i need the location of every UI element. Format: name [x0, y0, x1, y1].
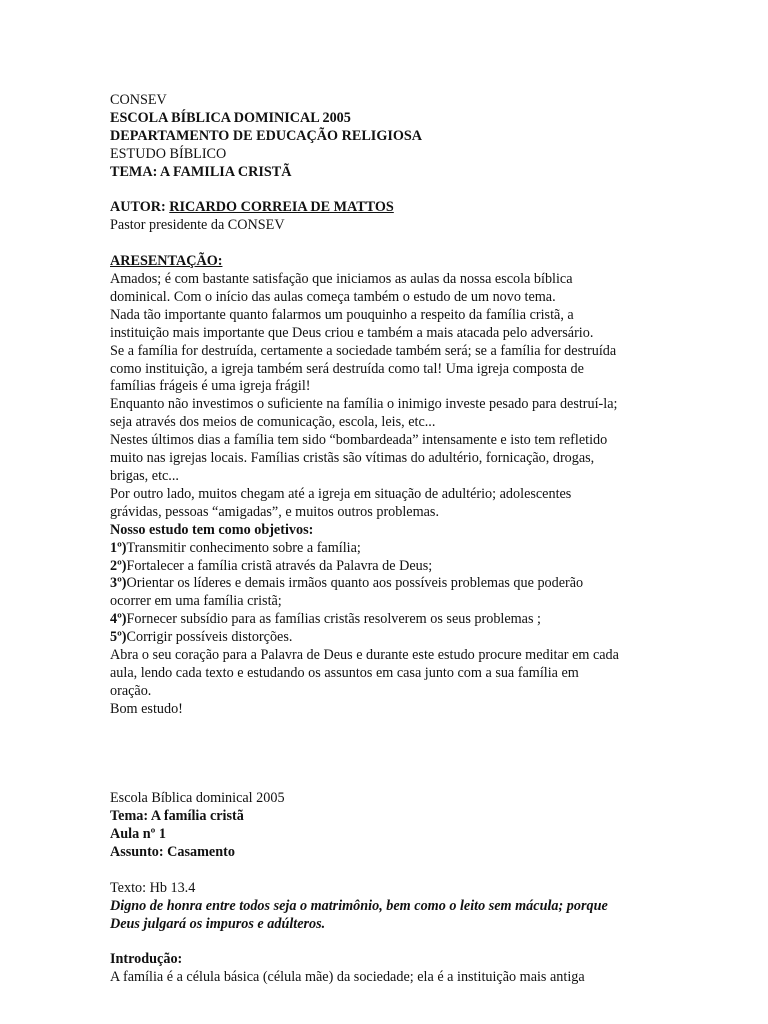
author-label: AUTOR:: [110, 199, 170, 216]
objective-number: 2º): [110, 557, 127, 574]
study-label: ESTUDO BÍBLICO: [110, 145, 227, 162]
author-role: Pastor presidente da CONSEV: [110, 217, 285, 234]
verse-line: Digno de honra entre todos seja o matrimônio, bem como o leito sem mácula; porque: [110, 897, 608, 914]
author-name: RICARDO CORREIA DE MATTOS: [169, 199, 394, 216]
objective-item: [110, 593, 670, 611]
objective-text: Transmitir conhecimento sobre a família;: [126, 539, 361, 556]
school-title: ESCOLA BÍBLICA DOMINICAL 2005: [110, 109, 351, 126]
closing-line: Bom estudo!: [110, 700, 183, 717]
section-break: [110, 719, 670, 791]
paragraph-line: Amados; é com bastante satisfação que iniciamos as aulas da nossa escola bíblica: [110, 271, 573, 288]
objective-text: Fortalecer a família cristã através da Palavra de Deus;: [126, 557, 433, 574]
objective-text: Corrigir possíveis distorções.: [126, 629, 293, 646]
objective-number: 3º): [110, 575, 127, 592]
document-page: [110, 92, 670, 987]
author-line: [110, 199, 670, 217]
objective-number: 1º): [110, 539, 127, 556]
paragraph-line: instituição mais importante que Deus criou e também a mais atacada pelo adversário.: [110, 324, 594, 341]
paragraph-line: como instituição, a igreja também será destruída como tal! Uma igreja composta de: [110, 360, 584, 377]
org-name: CONSEV: [110, 92, 167, 108]
lesson-theme: Tema: A família cristã: [110, 808, 244, 825]
objective-text: ocorrer em uma família cristã;: [110, 593, 282, 610]
objective-number: 5º): [110, 629, 127, 646]
spacer: [110, 934, 670, 952]
paragraph-line: brigas, etc...: [110, 468, 179, 484]
department-title: DEPARTAMENTO DE EDUCAÇÃO RELIGIOSA: [110, 127, 423, 144]
objective-number: 4º): [110, 611, 127, 628]
objective-text: Fornecer subsídio para as famílias cristãs resolverem os seus problemas ;: [126, 611, 541, 628]
closing-line: Abra o seu coração para a Palavra de Deus e durante este estudo procure meditar em cada: [110, 647, 619, 664]
paragraph-line: Nada tão importante quanto falarmos um pouquinho a respeito da família cristã, a: [110, 306, 574, 323]
paragraph-line: Nestes últimos dias a família tem sido “bombardeada” intensamente e isto tem refletido: [110, 432, 608, 449]
lesson-class: Aula nº 1: [110, 826, 166, 843]
closing-line: aula, lendo cada texto e estudando os assuntos em casa junto com a sua família em: [110, 664, 579, 681]
objective-item: [110, 540, 670, 558]
spacer: [110, 862, 670, 880]
paragraph-line: muito nas igrejas locais. Famílias cristãs são vítimas do adultério, fornicação, drogas,: [110, 450, 595, 467]
paragraph-line: Enquanto não investimos o suficiente na família o inimigo investe pesado para destruí-la;: [110, 396, 618, 413]
objective-item: [110, 575, 670, 593]
presentation-heading: ARESENTAÇÃO:: [110, 253, 223, 270]
lesson-school: Escola Bíblica dominical 2005: [110, 790, 285, 807]
spacer: [110, 182, 670, 200]
verse-line: Deus julgará os impuros e adúlteros.: [110, 915, 326, 932]
paragraph-line: seja através dos meios de comunicação, escola, leis, etc...: [110, 414, 436, 431]
theme-title: TEMA: A FAMILIA CRISTÃ: [110, 163, 292, 180]
lesson-subject: Assunto: Casamento: [110, 844, 235, 860]
objectives-heading: Nosso estudo tem como objetivos:: [110, 521, 314, 538]
objective-item: [110, 629, 670, 647]
objective-item: [110, 611, 670, 629]
paragraph-line: dominical. Com o início das aulas começa também o estudo de um novo tema.: [110, 288, 556, 305]
text-reference: Texto: Hb 13.4: [110, 879, 196, 896]
intro-line: A família é a célula básica (célula mãe) da sociedade; ela é a instituição mais antiga: [110, 969, 585, 986]
paragraph-line: Se a família for destruída, certamente a sociedade também será; se a família for destruída: [110, 342, 617, 359]
paragraph-line: grávidas, pessoas “amigadas”, e muitos outros problemas.: [110, 503, 439, 520]
objective-item: [110, 558, 670, 576]
paragraph-line: Por outro lado, muitos chegam até a igreja em situação de adultério; adolescentes: [110, 485, 572, 502]
intro-heading: Introdução:: [110, 951, 183, 968]
closing-line: oração.: [110, 682, 152, 699]
paragraph-line: famílias frágeis é uma igreja frágil!: [110, 378, 311, 395]
objective-text: Orientar os líderes e demais irmãos quanto aos possíveis problemas que poderão: [126, 575, 584, 592]
spacer: [110, 235, 670, 253]
